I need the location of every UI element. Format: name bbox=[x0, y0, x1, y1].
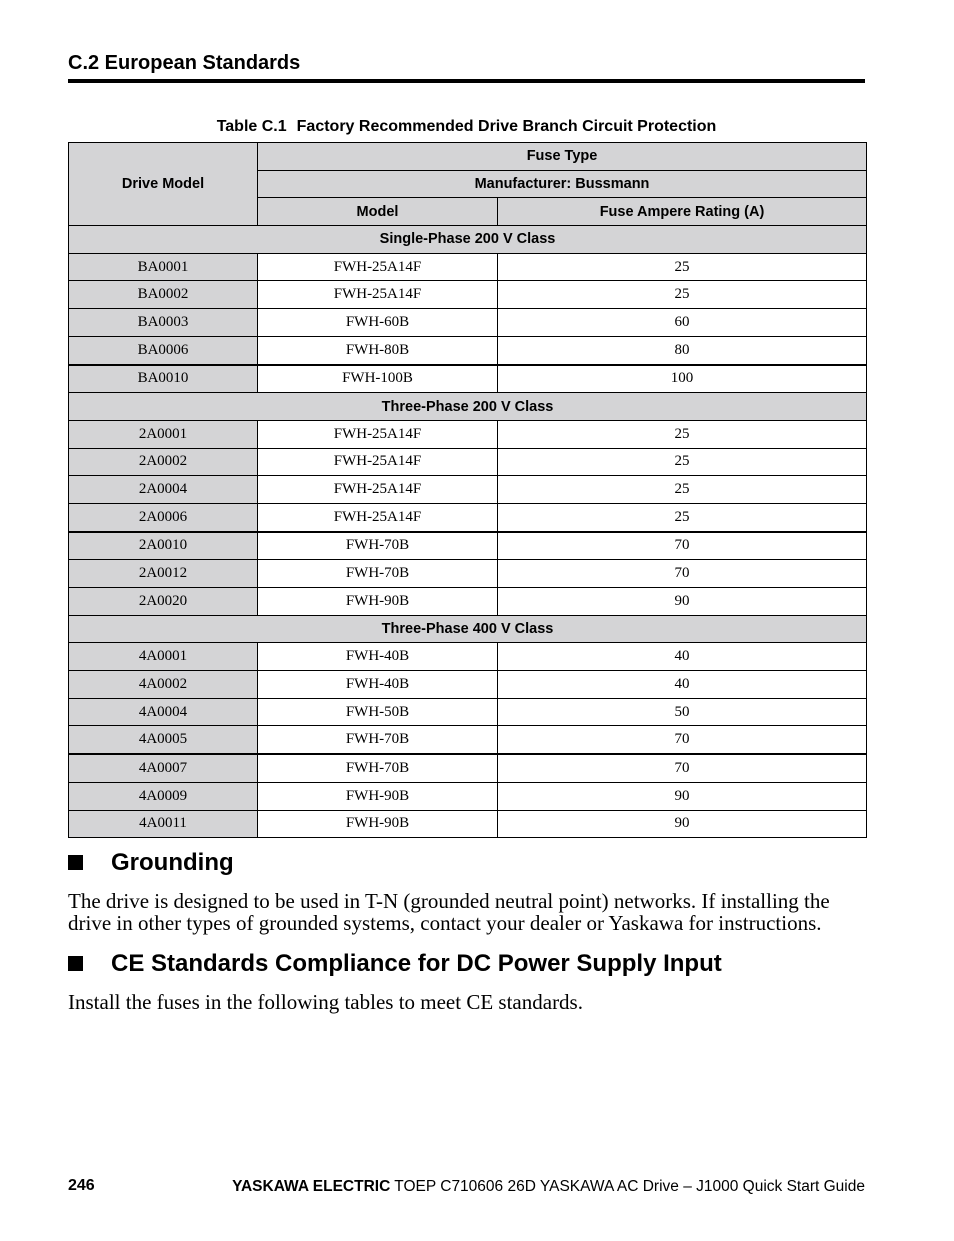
fuse-model-cell: FWH-70B bbox=[258, 726, 498, 754]
fuse-table bbox=[68, 142, 867, 838]
ce-dc-heading bbox=[68, 949, 722, 979]
drive-model-cell: 4A0005 bbox=[69, 726, 258, 754]
drive-model-cell: 2A0010 bbox=[69, 532, 258, 560]
square-bullet-icon bbox=[68, 855, 83, 870]
header-drive-model: Drive Model bbox=[69, 143, 258, 226]
fuse-model-cell: FWH-25A14F bbox=[258, 420, 498, 448]
fuse-rating-cell: 100 bbox=[498, 365, 867, 393]
table-caption bbox=[68, 117, 865, 137]
page-number: 246 bbox=[68, 1177, 95, 1194]
group-row bbox=[69, 226, 867, 254]
fuse-model-cell: FWH-25A14F bbox=[258, 448, 498, 476]
group-label: Three-Phase 200 V Class bbox=[69, 393, 867, 421]
drive-model-cell: 4A0002 bbox=[69, 671, 258, 699]
fuse-rating-cell: 70 bbox=[498, 726, 867, 754]
fuse-model-cell: FWH-25A14F bbox=[258, 476, 498, 504]
fuse-rating-cell: 25 bbox=[498, 253, 867, 281]
fuse-model-cell: FWH-40B bbox=[258, 643, 498, 671]
header-model: Model bbox=[258, 198, 498, 226]
square-bullet-icon bbox=[68, 956, 83, 971]
fuse-rating-cell: 40 bbox=[498, 671, 867, 699]
fuse-rating-cell: 25 bbox=[498, 281, 867, 309]
fuse-model-cell: FWH-100B bbox=[258, 365, 498, 393]
fuse-rating-cell: 80 bbox=[498, 336, 867, 364]
fuse-rating-cell: 60 bbox=[498, 309, 867, 337]
drive-model-cell: 4A0011 bbox=[69, 810, 258, 838]
table-row bbox=[69, 560, 867, 588]
table-row bbox=[69, 253, 867, 281]
group-label: Single-Phase 200 V Class bbox=[69, 226, 867, 254]
section-header bbox=[68, 50, 865, 83]
fuse-rating-cell: 50 bbox=[498, 698, 867, 726]
table-row bbox=[69, 810, 867, 838]
drive-model-cell: BA0003 bbox=[69, 309, 258, 337]
drive-model-cell: 2A0004 bbox=[69, 476, 258, 504]
section-rule bbox=[68, 79, 865, 83]
fuse-model-cell: FWH-70B bbox=[258, 560, 498, 588]
drive-model-cell: BA0010 bbox=[69, 365, 258, 393]
fuse-model-cell: FWH-25A14F bbox=[258, 253, 498, 281]
table-row bbox=[69, 448, 867, 476]
fuse-rating-cell: 70 bbox=[498, 560, 867, 588]
table-row bbox=[69, 281, 867, 309]
footer-company: YASKAWA ELECTRIC bbox=[232, 1178, 391, 1195]
fuse-model-cell: FWH-40B bbox=[258, 671, 498, 699]
drive-model-cell: 4A0009 bbox=[69, 782, 258, 810]
drive-model-cell: BA0006 bbox=[69, 336, 258, 364]
drive-model-cell: 2A0020 bbox=[69, 588, 258, 616]
header-rating: Fuse Ampere Rating (A) bbox=[498, 198, 867, 226]
fuse-rating-cell: 25 bbox=[498, 448, 867, 476]
header-manufacturer: Manufacturer: Bussmann bbox=[258, 170, 867, 198]
table-row bbox=[69, 588, 867, 616]
drive-model-cell: 2A0002 bbox=[69, 448, 258, 476]
grounding-heading bbox=[68, 848, 234, 878]
table-row bbox=[69, 309, 867, 337]
fuse-rating-cell: 70 bbox=[498, 532, 867, 560]
header-fuse-type: Fuse Type bbox=[258, 143, 867, 171]
fuse-rating-cell: 90 bbox=[498, 782, 867, 810]
drive-model-cell: 2A0006 bbox=[69, 503, 258, 531]
drive-model-cell: BA0002 bbox=[69, 281, 258, 309]
table-row bbox=[69, 365, 867, 393]
group-row bbox=[69, 393, 867, 421]
table-caption-number: Table C.1 bbox=[216, 118, 287, 135]
grounding-heading-text: Grounding bbox=[111, 849, 234, 876]
group-row bbox=[69, 615, 867, 643]
grounding-text: The drive is designed to be used in T-N (grounded neutral point) networks. If installing the drive in other types of grounded systems, contact your dealer or Yaskawa for instructions. bbox=[68, 889, 830, 935]
table-row bbox=[69, 503, 867, 531]
ce-dc-heading-text: CE Standards Compliance for DC Power Supply Input bbox=[111, 950, 722, 977]
table-row bbox=[69, 754, 867, 782]
table-row bbox=[69, 643, 867, 671]
fuse-model-cell: FWH-70B bbox=[258, 532, 498, 560]
fuse-model-cell: FWH-90B bbox=[258, 782, 498, 810]
table-row bbox=[69, 532, 867, 560]
fuse-rating-cell: 25 bbox=[498, 476, 867, 504]
footer-doc-info bbox=[232, 1178, 865, 1196]
table-row bbox=[69, 671, 867, 699]
fuse-model-cell: FWH-50B bbox=[258, 698, 498, 726]
fuse-model-cell: FWH-90B bbox=[258, 588, 498, 616]
fuse-model-cell: FWH-90B bbox=[258, 810, 498, 838]
drive-model-cell: 4A0007 bbox=[69, 754, 258, 782]
table-row bbox=[69, 726, 867, 754]
fuse-model-cell: FWH-80B bbox=[258, 336, 498, 364]
fuse-rating-cell: 25 bbox=[498, 503, 867, 531]
ce-dc-text: Install the fuses in the following tables to meet CE standards. bbox=[68, 990, 583, 1014]
drive-model-cell: 4A0004 bbox=[69, 698, 258, 726]
fuse-model-cell: FWH-70B bbox=[258, 754, 498, 782]
fuse-rating-cell: 90 bbox=[498, 588, 867, 616]
table-row bbox=[69, 476, 867, 504]
drive-model-cell: 2A0012 bbox=[69, 560, 258, 588]
table-row bbox=[69, 420, 867, 448]
drive-model-cell: BA0001 bbox=[69, 253, 258, 281]
section-title: C.2 European Standards bbox=[68, 52, 301, 74]
group-label: Three-Phase 400 V Class bbox=[69, 615, 867, 643]
fuse-model-cell: FWH-25A14F bbox=[258, 281, 498, 309]
table-caption-text: Factory Recommended Drive Branch Circuit Protection bbox=[296, 118, 717, 135]
fuse-rating-cell: 25 bbox=[498, 420, 867, 448]
fuse-model-cell: FWH-25A14F bbox=[258, 503, 498, 531]
fuse-model-cell: FWH-60B bbox=[258, 309, 498, 337]
drive-model-cell: 4A0001 bbox=[69, 643, 258, 671]
drive-model-cell: 2A0001 bbox=[69, 420, 258, 448]
footer-doc-title: TOEP C710606 26D YASKAWA AC Drive – J1000 Quick Start Guide bbox=[394, 1178, 865, 1195]
table-row bbox=[69, 698, 867, 726]
fuse-table-body bbox=[69, 226, 867, 838]
fuse-rating-cell: 40 bbox=[498, 643, 867, 671]
fuse-rating-cell: 90 bbox=[498, 810, 867, 838]
table-row bbox=[69, 336, 867, 364]
fuse-rating-cell: 70 bbox=[498, 754, 867, 782]
table-row bbox=[69, 782, 867, 810]
